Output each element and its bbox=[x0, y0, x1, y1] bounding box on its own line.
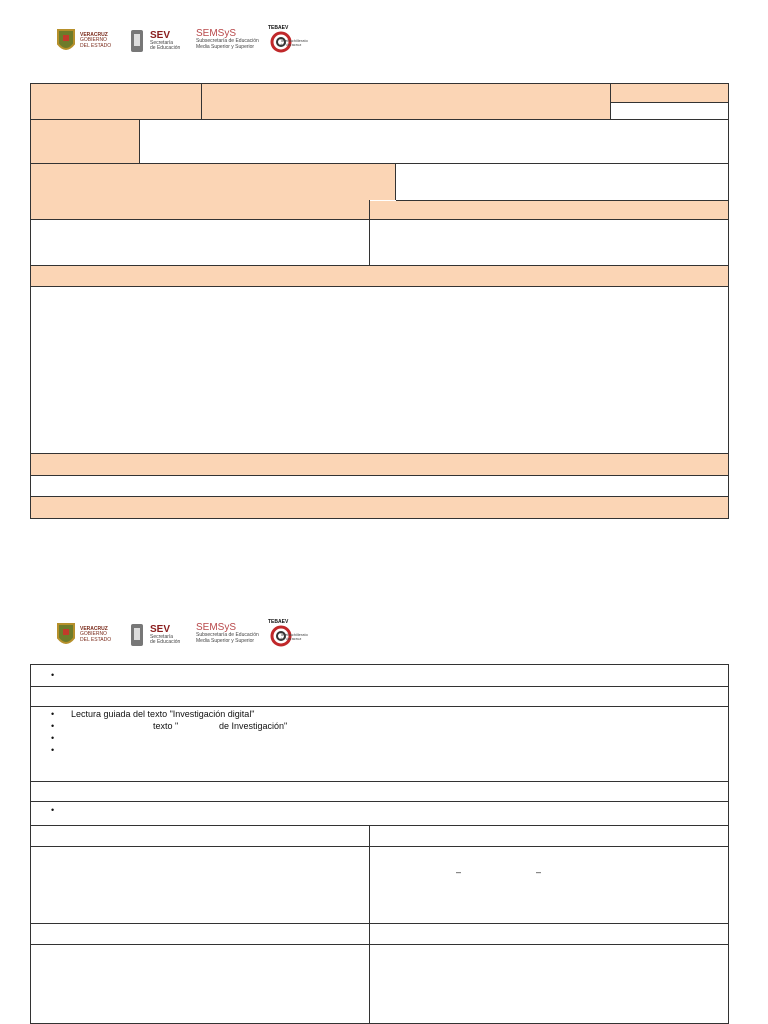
activity-2-bullet: • bbox=[51, 721, 55, 731]
form2-cell-value-left-2 bbox=[31, 945, 370, 1023]
form-cell-label-d bbox=[31, 120, 140, 164]
semsys-line2: Media Superior y Superior bbox=[196, 43, 255, 50]
semsys-title: SEMSyS bbox=[196, 622, 237, 633]
logo-veracruz bbox=[56, 28, 111, 54]
form2-cell-label-left-1 bbox=[31, 826, 370, 847]
semsys-title: SEMSyS bbox=[196, 28, 237, 39]
tebaev-title: TEBAEV bbox=[268, 25, 289, 31]
form-cell-value-g bbox=[370, 220, 728, 266]
semsys-line1: Subsecretaría de Educación bbox=[196, 38, 259, 44]
veracruz-line2: GOBIERNO bbox=[80, 37, 107, 44]
activity-2-text: texto " bbox=[153, 721, 179, 731]
form2-activities bbox=[31, 707, 728, 782]
sev-emblem-icon bbox=[128, 28, 146, 54]
form-section-body-1 bbox=[31, 286, 728, 453]
bullet-row1: • bbox=[51, 670, 55, 680]
sev-line2: de Educación bbox=[150, 45, 181, 51]
veracruz-line1: VERACRUZ bbox=[80, 625, 108, 632]
form2-row-4 bbox=[31, 782, 728, 802]
veracruz-line3: DEL ESTADO bbox=[80, 42, 112, 49]
tebaev-line1: Telebachillerato bbox=[280, 38, 308, 43]
sev-line1: Secretaría bbox=[150, 633, 174, 640]
planning-form-page1 bbox=[30, 83, 729, 519]
tebaev-line2: de Veracruz bbox=[280, 636, 302, 641]
form-section-header-3 bbox=[31, 497, 728, 518]
veracruz-line1: VERACRUZ bbox=[80, 31, 108, 38]
veracruz-shield-icon bbox=[56, 28, 76, 54]
tebaev-line1: Telebachillerato bbox=[280, 632, 308, 637]
tebaev-line2: de Veracruz bbox=[280, 42, 302, 47]
logo-sev bbox=[128, 28, 180, 54]
form-cell-label-a bbox=[31, 84, 202, 120]
form-cell-label-g bbox=[370, 201, 728, 220]
logo-semsys-p2 bbox=[196, 623, 259, 644]
form-section-header-1 bbox=[31, 265, 728, 287]
form-cell-label-b bbox=[202, 84, 611, 120]
activity-2-text2: de Investigación" bbox=[219, 721, 288, 731]
tebaev-title: TEBAEV bbox=[268, 619, 289, 625]
form-cell-label-f bbox=[31, 200, 370, 220]
sev-title: SEV bbox=[150, 29, 171, 41]
form2-cell-label-right-2 bbox=[370, 924, 728, 945]
form2-row-5 bbox=[31, 802, 728, 826]
sev-line2: de Educación bbox=[150, 639, 181, 645]
form2-row-2 bbox=[31, 687, 728, 707]
form2-row-1 bbox=[31, 665, 728, 687]
form2-cell-label-right-1 bbox=[370, 826, 728, 847]
semsys-line1: Subsecretaría de Educación bbox=[196, 632, 259, 638]
veracruz-shield-icon bbox=[56, 622, 76, 648]
semsys-line2: Media Superior y Superior bbox=[196, 637, 255, 644]
form-cell-value-c bbox=[611, 103, 728, 120]
logo-sev-p2 bbox=[128, 622, 180, 648]
logo-tebaev bbox=[268, 25, 308, 53]
sev-emblem-icon bbox=[128, 622, 146, 648]
activity-4-bullet: • bbox=[51, 745, 55, 755]
sev-line1: Secretaría bbox=[150, 39, 174, 46]
form2-cell-value-right-1 bbox=[370, 847, 728, 924]
activity-3-bullet: • bbox=[51, 733, 55, 743]
form2-cell-value-left-1 bbox=[31, 847, 370, 924]
form2-cell-value-right-2 bbox=[370, 945, 728, 1023]
form-section-header-2 bbox=[31, 453, 728, 476]
logo-semsys bbox=[196, 29, 259, 50]
veracruz-line2: GOBIERNO bbox=[80, 631, 107, 638]
form-cell-value-e bbox=[396, 164, 728, 201]
activity-1-text: Lectura guiada del texto "Investigación digital" bbox=[71, 709, 255, 719]
sev-title: SEV bbox=[150, 623, 171, 635]
form-cell-value-f bbox=[31, 220, 370, 266]
dash-2: – bbox=[536, 867, 542, 877]
dash-1: – bbox=[456, 867, 462, 877]
logo-veracruz-p2 bbox=[56, 622, 111, 648]
activity-1-bullet: • bbox=[51, 709, 55, 719]
logo-tebaev-p2 bbox=[268, 619, 308, 647]
form-cell-value-d bbox=[140, 120, 728, 164]
form-section-body-2 bbox=[31, 475, 728, 497]
form2-cell-label-left-2 bbox=[31, 924, 370, 945]
bullet-row2: • bbox=[51, 805, 55, 815]
form-cell-label-e bbox=[31, 164, 396, 200]
form-cell-label-c bbox=[611, 84, 728, 103]
planning-form-page2 bbox=[30, 664, 729, 1024]
veracruz-line3: DEL ESTADO bbox=[80, 636, 112, 643]
